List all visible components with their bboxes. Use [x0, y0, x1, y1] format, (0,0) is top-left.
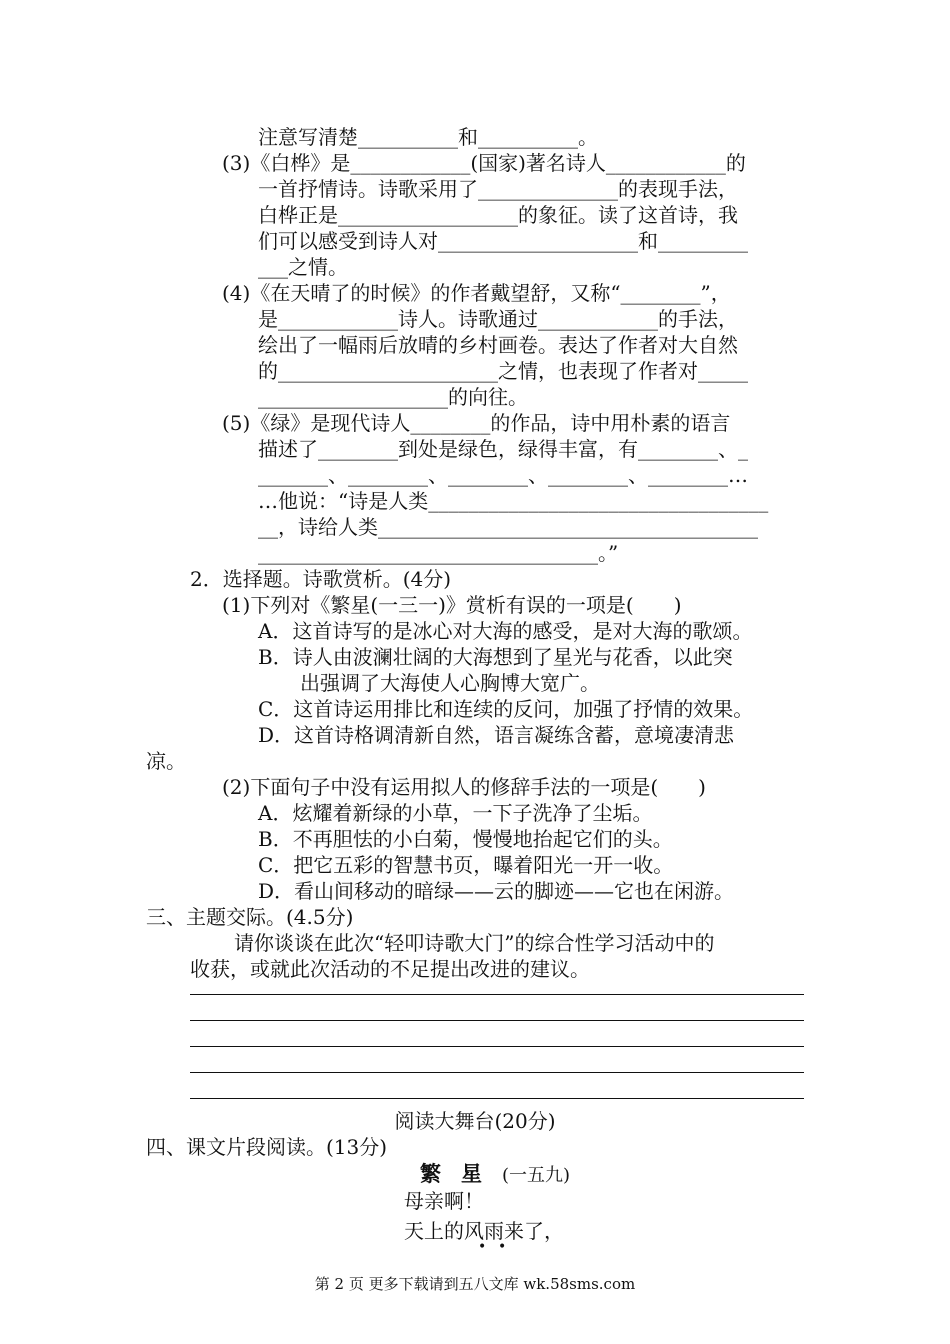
q2-2-option-b: B．不再胆怯的小白菊，慢慢地抬起它们的头。: [258, 827, 673, 851]
q2-2-stem: (2)下面句子中没有运用拟人的修辞手法的一项是( ): [222, 775, 706, 799]
section-4-heading: 四、课文片段阅读。(13分): [146, 1135, 388, 1159]
poem-line-2: 天上的风雨来了，: [404, 1219, 564, 1243]
answer-line[interactable]: [190, 1046, 804, 1047]
q1-3-line-5: ___之情。: [258, 255, 348, 279]
answer-line[interactable]: [190, 1072, 804, 1073]
q1-3-line-4: 们可以感受到诗人对____________________和_________: [258, 229, 748, 253]
q1-5-line-2: 描述了________到处是绿色，绿得丰富，有________、_: [258, 437, 748, 461]
emphasis-dot: •: [478, 1239, 487, 1255]
q2-2-option-c: C．把它五彩的智慧书页，曝着阳光一开一收。: [258, 853, 674, 877]
q1-5-line-1: (5)《绿》是现代诗人________的作品，诗中用朴素的语言: [222, 411, 731, 435]
q1-5-line-4: …他说：“诗是人类__________________________________: [258, 489, 769, 513]
section-3-heading: 三、主题交际。(4.5分): [146, 905, 354, 929]
poem-line-1: 母亲啊！: [404, 1189, 484, 1213]
q1-5-line-5: __，诗给人类______________________________________: [258, 515, 758, 539]
reading-section-title: 阅读大舞台(20分): [394, 1109, 556, 1133]
q1-4-line-2: 是____________诗人。诗歌通过____________的手法，: [258, 307, 738, 331]
q1-4-line-5: ___________________的向往。: [258, 385, 528, 409]
q1-5-line-3: _______、________、________、________、________…: [258, 463, 748, 487]
q1-3-tail-line: 注意写清楚__________和__________。: [258, 125, 598, 149]
q1-5-line-6: __________________________________。”: [258, 541, 619, 565]
q2-2-option-d: D．看山间移动的暗绿——云的脚迹——它也在闲游。: [258, 879, 735, 903]
q1-3-line-2: 一首抒情诗。诗歌采用了______________的表现手法，: [258, 177, 738, 201]
answer-line[interactable]: [190, 1098, 804, 1099]
q1-3-line-1: (3)《白桦》是____________(国家)著名诗人____________的: [222, 151, 746, 175]
answer-line[interactable]: [190, 994, 804, 995]
q2-heading: 2．选择题。诗歌赏析。(4分): [190, 567, 452, 591]
page-footer: 第 2 页 更多下载请到五八文库 wk.58sms.com: [314, 1275, 636, 1293]
emphasis-dot: •: [498, 1239, 507, 1255]
q2-2-option-a: A．炫耀着新绿的小草，一下子洗净了尘垢。: [258, 801, 653, 825]
answer-line[interactable]: [190, 1020, 804, 1021]
q2-1-option-d-line-1: D．这首诗格调清新自然，语言凝练含蓄，意境凄清悲: [258, 723, 735, 747]
q2-1-option-a: A．这首诗写的是冰心对大海的感受，是对大海的歌颂。: [258, 619, 753, 643]
q2-1-option-b-line-1: B．诗人由波澜壮阔的大海想到了星光与花香，以此突: [258, 645, 733, 669]
section-3-prompt-line-1: 请你谈谈在此次“轻叩诗歌大门”的综合性学习活动中的: [234, 931, 715, 955]
poem-title-number: (一五九): [502, 1165, 571, 1186]
poem-title: [420, 1161, 570, 1187]
q1-4-line-4: 的______________________之情，也表现了作者对_____: [258, 359, 748, 383]
section-3-prompt-line-2: 收获，或就此次活动的不足提出改进的建议。: [190, 957, 590, 981]
q1-3-line-3: 白桦正是__________________的象征。读了这首诗，我: [258, 203, 738, 227]
q2-1-stem: (1)下列对《繁星(一三一)》赏析有误的一项是( ): [222, 593, 682, 617]
q2-1-option-c: C．这首诗运用排比和连续的反问，加强了抒情的效果。: [258, 697, 754, 721]
q2-1-option-d-line-2: 凉。: [146, 749, 186, 773]
q2-1-option-b-line-2: 出强调了大海使人心胸博大宽广。: [300, 671, 600, 695]
poem-title-main: 繁星: [420, 1161, 502, 1186]
q1-4-line-1: (4)《在天晴了的时候》的作者戴望舒，又称“________”，: [222, 281, 731, 305]
q1-4-line-3: 绘出了一幅雨后放晴的乡村画卷。表达了作者对大自然: [258, 333, 738, 357]
